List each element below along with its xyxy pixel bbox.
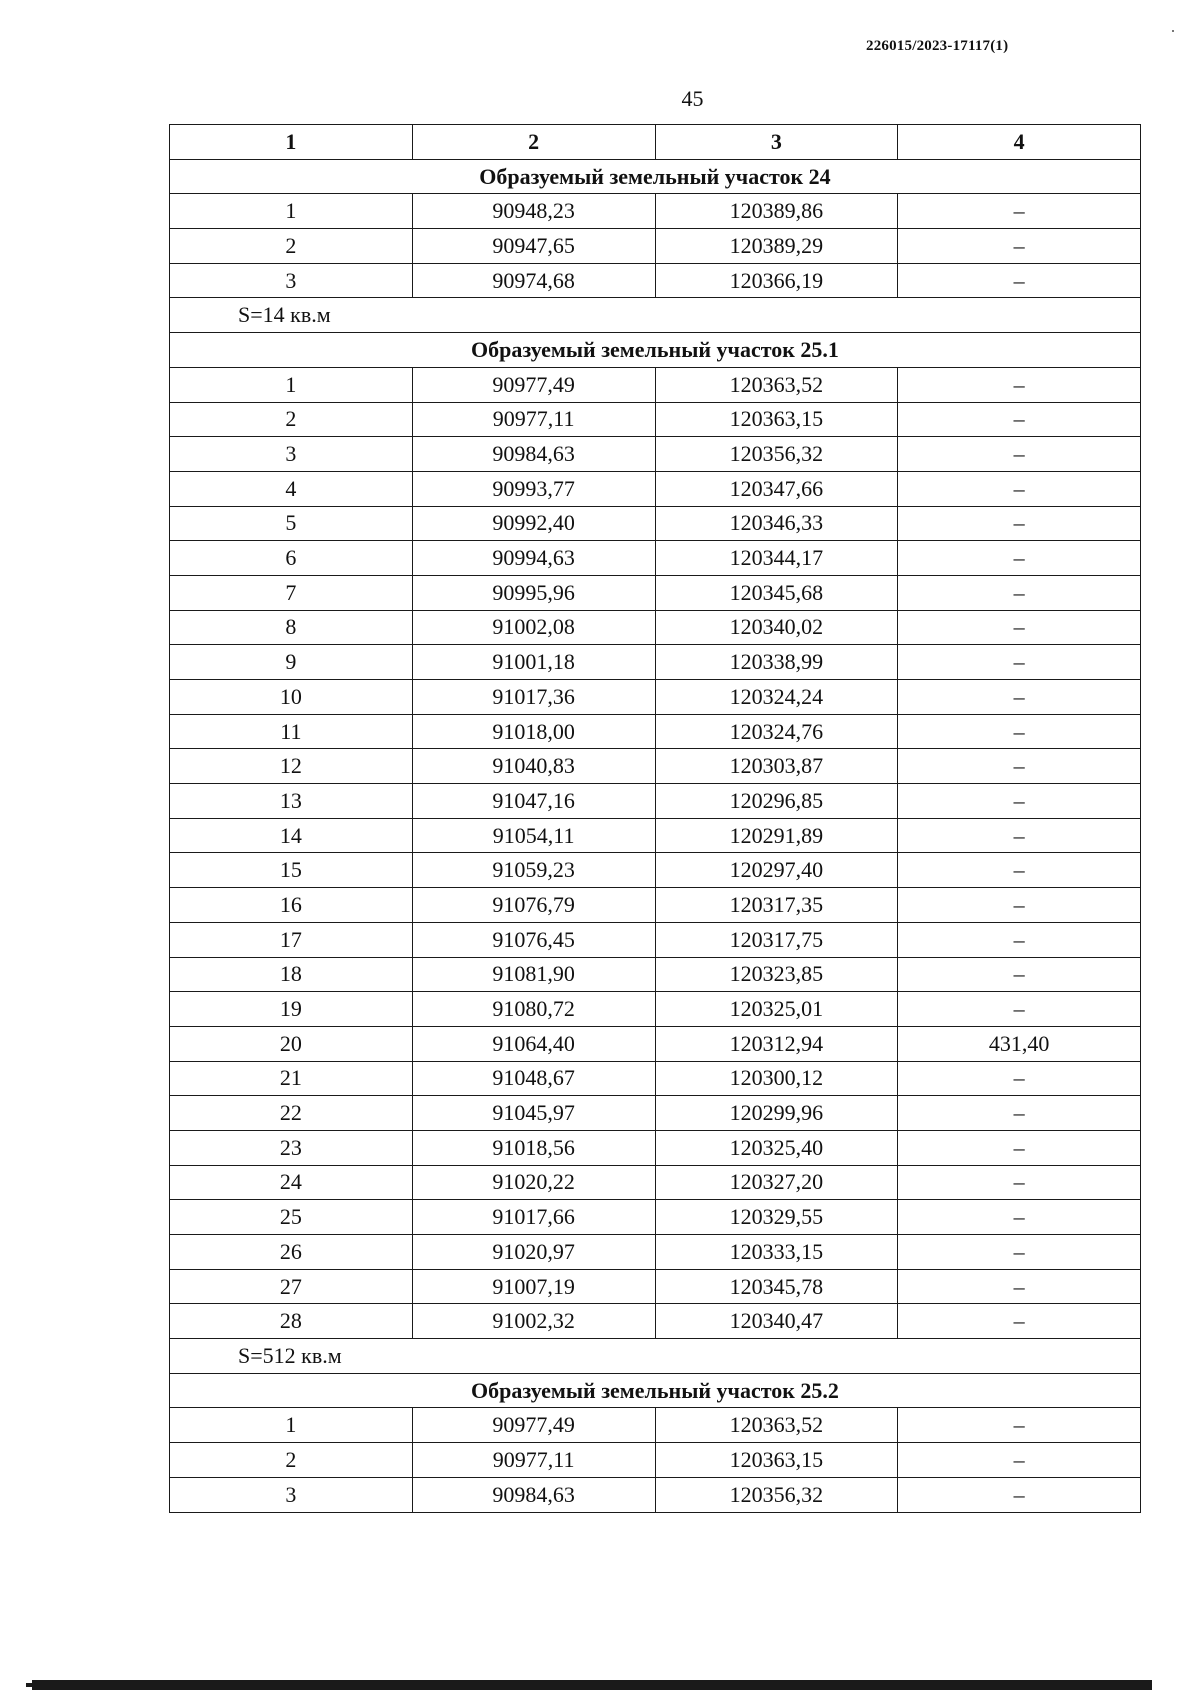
coordinate-x-cell: 90993,77 <box>412 471 655 506</box>
coordinate-x-cell: 90977,11 <box>412 402 655 437</box>
distance-cell: – <box>898 575 1141 610</box>
coordinate-x-cell: 90992,40 <box>412 506 655 541</box>
distance-cell: – <box>898 818 1141 853</box>
section-title: Образуемый земельный участок 25.2 <box>170 1373 1141 1408</box>
coordinate-x-cell: 91045,97 <box>412 1096 655 1131</box>
coordinate-x-cell: 91081,90 <box>412 957 655 992</box>
coordinate-y-cell: 120333,15 <box>655 1235 898 1270</box>
coordinate-y-cell: 120312,94 <box>655 1026 898 1061</box>
distance-cell: – <box>898 714 1141 749</box>
point-number-cell: 8 <box>170 610 413 645</box>
table-row <box>170 784 1141 819</box>
coordinate-y-cell: 120389,29 <box>655 229 898 264</box>
point-number-cell: 28 <box>170 1304 413 1339</box>
coordinate-y-cell: 120363,52 <box>655 1408 898 1443</box>
coordinate-y-cell: 120329,55 <box>655 1200 898 1235</box>
coordinate-y-cell: 120338,99 <box>655 645 898 680</box>
point-number-cell: 11 <box>170 714 413 749</box>
table-row <box>170 1269 1141 1304</box>
table-row <box>170 888 1141 923</box>
point-number-cell: 25 <box>170 1200 413 1235</box>
coordinate-y-cell: 120297,40 <box>655 853 898 888</box>
area-value: S=512 кв.м <box>170 1339 1141 1374</box>
coordinate-y-cell: 120317,75 <box>655 922 898 957</box>
distance-cell: – <box>898 437 1141 472</box>
table-row <box>170 575 1141 610</box>
distance-cell: – <box>898 1269 1141 1304</box>
point-number-cell: 2 <box>170 1443 413 1478</box>
coordinate-y-cell: 120389,86 <box>655 194 898 229</box>
coordinate-x-cell: 91002,32 <box>412 1304 655 1339</box>
table-row <box>170 1130 1141 1165</box>
distance-cell: – <box>898 680 1141 715</box>
point-number-cell: 2 <box>170 229 413 264</box>
table-row <box>170 853 1141 888</box>
coordinate-y-cell: 120327,20 <box>655 1165 898 1200</box>
table-row <box>170 402 1141 437</box>
table-row <box>170 1096 1141 1131</box>
table-row <box>170 1165 1141 1200</box>
distance-cell: – <box>898 749 1141 784</box>
distance-cell: – <box>898 263 1141 298</box>
coordinate-y-cell: 120325,01 <box>655 992 898 1027</box>
coordinate-y-cell: 120363,15 <box>655 1443 898 1478</box>
coordinate-y-cell: 120344,17 <box>655 541 898 576</box>
column-header-2: 2 <box>412 125 655 160</box>
distance-cell: – <box>898 194 1141 229</box>
coordinate-y-cell: 120363,15 <box>655 402 898 437</box>
table-row <box>170 471 1141 506</box>
coordinate-x-cell: 90984,63 <box>412 437 655 472</box>
point-number-cell: 23 <box>170 1130 413 1165</box>
area-value: S=14 кв.м <box>170 298 1141 333</box>
coordinate-y-cell: 120345,68 <box>655 575 898 610</box>
point-number-cell: 3 <box>170 437 413 472</box>
point-number-cell: 1 <box>170 194 413 229</box>
page-number: 45 <box>681 86 704 111</box>
distance-cell: – <box>898 1235 1141 1270</box>
distance-cell: – <box>898 1200 1141 1235</box>
coordinate-x-cell: 91018,56 <box>412 1130 655 1165</box>
coordinate-x-cell: 90995,96 <box>412 575 655 610</box>
coordinate-x-cell: 91048,67 <box>412 1061 655 1096</box>
point-number-cell: 13 <box>170 784 413 819</box>
point-number-cell: 1 <box>170 367 413 402</box>
coordinate-x-cell: 91018,00 <box>412 714 655 749</box>
coordinate-x-cell: 90977,49 <box>412 367 655 402</box>
point-number-cell: 22 <box>170 1096 413 1131</box>
point-number-cell: 24 <box>170 1165 413 1200</box>
point-number-cell: 17 <box>170 922 413 957</box>
distance-cell: – <box>898 853 1141 888</box>
coordinate-x-cell: 90974,68 <box>412 263 655 298</box>
distance-cell: – <box>898 957 1141 992</box>
coordinate-x-cell: 90948,23 <box>412 194 655 229</box>
section-title: Образуемый земельный участок 24 <box>170 159 1141 194</box>
document-number: 226015/2023-17117(1) <box>866 38 1009 54</box>
coordinate-x-cell: 91047,16 <box>412 784 655 819</box>
point-number-cell: 19 <box>170 992 413 1027</box>
column-header-3: 3 <box>655 125 898 160</box>
table-row <box>170 229 1141 264</box>
point-number-cell: 5 <box>170 506 413 541</box>
point-number-cell: 3 <box>170 1477 413 1512</box>
distance-cell: – <box>898 471 1141 506</box>
table-row <box>170 922 1141 957</box>
coordinate-x-cell: 91080,72 <box>412 992 655 1027</box>
distance-cell: – <box>898 610 1141 645</box>
coordinate-y-cell: 120300,12 <box>655 1061 898 1096</box>
table-row <box>170 1061 1141 1096</box>
distance-cell: 431,40 <box>898 1026 1141 1061</box>
column-header-1: 1 <box>170 125 413 160</box>
area-row <box>170 298 1141 333</box>
table-row <box>170 957 1141 992</box>
coordinate-x-cell: 91076,45 <box>412 922 655 957</box>
distance-cell: – <box>898 1304 1141 1339</box>
coordinate-x-cell: 90977,49 <box>412 1408 655 1443</box>
distance-cell: – <box>898 402 1141 437</box>
coordinate-x-cell: 91040,83 <box>412 749 655 784</box>
distance-cell: – <box>898 367 1141 402</box>
coordinate-x-cell: 91020,97 <box>412 1235 655 1270</box>
area-row <box>170 1339 1141 1374</box>
table-row <box>170 818 1141 853</box>
coordinate-x-cell: 91064,40 <box>412 1026 655 1061</box>
coordinate-y-cell: 120356,32 <box>655 1477 898 1512</box>
coordinate-x-cell: 91017,36 <box>412 680 655 715</box>
point-number-cell: 3 <box>170 263 413 298</box>
coordinate-y-cell: 120345,78 <box>655 1269 898 1304</box>
table-row <box>170 714 1141 749</box>
distance-cell: – <box>898 541 1141 576</box>
coordinate-x-cell: 90984,63 <box>412 1477 655 1512</box>
coordinate-y-cell: 120340,47 <box>655 1304 898 1339</box>
point-number-cell: 27 <box>170 1269 413 1304</box>
point-number-cell: 7 <box>170 575 413 610</box>
section-title-row <box>170 333 1141 368</box>
section-title: Образуемый земельный участок 25.1 <box>170 333 1141 368</box>
coordinate-x-cell: 91076,79 <box>412 888 655 923</box>
distance-cell: – <box>898 1477 1141 1512</box>
distance-cell: – <box>898 784 1141 819</box>
table-row <box>170 1477 1141 1512</box>
table-row <box>170 992 1141 1027</box>
coordinates-table <box>169 124 1141 1513</box>
table-row <box>170 194 1141 229</box>
distance-cell: – <box>898 922 1141 957</box>
coordinate-x-cell: 91017,66 <box>412 1200 655 1235</box>
coordinate-x-cell: 90994,63 <box>412 541 655 576</box>
table-header-row <box>170 125 1141 160</box>
scan-dot-mark <box>1172 30 1174 32</box>
coordinate-y-cell: 120324,76 <box>655 714 898 749</box>
coordinate-x-cell: 90977,11 <box>412 1443 655 1478</box>
table-row <box>170 541 1141 576</box>
coordinate-y-cell: 120363,52 <box>655 367 898 402</box>
table-row <box>170 749 1141 784</box>
coordinates-table-body <box>170 125 1141 1513</box>
table-row <box>170 506 1141 541</box>
coordinate-y-cell: 120325,40 <box>655 1130 898 1165</box>
coordinate-y-cell: 120366,19 <box>655 263 898 298</box>
coordinate-y-cell: 120324,24 <box>655 680 898 715</box>
table-row <box>170 367 1141 402</box>
distance-cell: – <box>898 992 1141 1027</box>
coordinate-y-cell: 120340,02 <box>655 610 898 645</box>
distance-cell: – <box>898 1408 1141 1443</box>
table-row <box>170 645 1141 680</box>
coordinate-y-cell: 120299,96 <box>655 1096 898 1131</box>
point-number-cell: 15 <box>170 853 413 888</box>
point-number-cell: 2 <box>170 402 413 437</box>
point-number-cell: 6 <box>170 541 413 576</box>
point-number-cell: 16 <box>170 888 413 923</box>
point-number-cell: 10 <box>170 680 413 715</box>
table-row <box>170 1408 1141 1443</box>
distance-cell: – <box>898 1096 1141 1131</box>
distance-cell: – <box>898 645 1141 680</box>
table-row <box>170 1200 1141 1235</box>
point-number-cell: 9 <box>170 645 413 680</box>
coordinate-x-cell: 90947,65 <box>412 229 655 264</box>
coordinate-x-cell: 91054,11 <box>412 818 655 853</box>
point-number-cell: 12 <box>170 749 413 784</box>
table-row <box>170 1235 1141 1270</box>
table-row <box>170 263 1141 298</box>
coordinate-y-cell: 120346,33 <box>655 506 898 541</box>
coordinate-y-cell: 120296,85 <box>655 784 898 819</box>
point-number-cell: 4 <box>170 471 413 506</box>
distance-cell: – <box>898 888 1141 923</box>
section-title-row <box>170 1373 1141 1408</box>
coordinate-x-cell: 91059,23 <box>412 853 655 888</box>
distance-cell: – <box>898 1443 1141 1478</box>
distance-cell: – <box>898 1130 1141 1165</box>
distance-cell: – <box>898 506 1141 541</box>
scan-edge-bar <box>32 1680 1152 1690</box>
coordinate-y-cell: 120323,85 <box>655 957 898 992</box>
section-title-row <box>170 159 1141 194</box>
table-row <box>170 1026 1141 1061</box>
column-header-4: 4 <box>898 125 1141 160</box>
coordinate-y-cell: 120356,32 <box>655 437 898 472</box>
table-row <box>170 680 1141 715</box>
table-row <box>170 437 1141 472</box>
point-number-cell: 1 <box>170 1408 413 1443</box>
coordinate-x-cell: 91007,19 <box>412 1269 655 1304</box>
point-number-cell: 20 <box>170 1026 413 1061</box>
coordinate-x-cell: 91020,22 <box>412 1165 655 1200</box>
table-row <box>170 610 1141 645</box>
coordinate-x-cell: 91001,18 <box>412 645 655 680</box>
point-number-cell: 18 <box>170 957 413 992</box>
distance-cell: – <box>898 1165 1141 1200</box>
distance-cell: – <box>898 1061 1141 1096</box>
point-number-cell: 14 <box>170 818 413 853</box>
point-number-cell: 26 <box>170 1235 413 1270</box>
coordinate-y-cell: 120291,89 <box>655 818 898 853</box>
point-number-cell: 21 <box>170 1061 413 1096</box>
table-row <box>170 1443 1141 1478</box>
coordinate-x-cell: 91002,08 <box>412 610 655 645</box>
coordinate-y-cell: 120303,87 <box>655 749 898 784</box>
table-row <box>170 1304 1141 1339</box>
coordinate-y-cell: 120317,35 <box>655 888 898 923</box>
distance-cell: – <box>898 229 1141 264</box>
coordinate-y-cell: 120347,66 <box>655 471 898 506</box>
